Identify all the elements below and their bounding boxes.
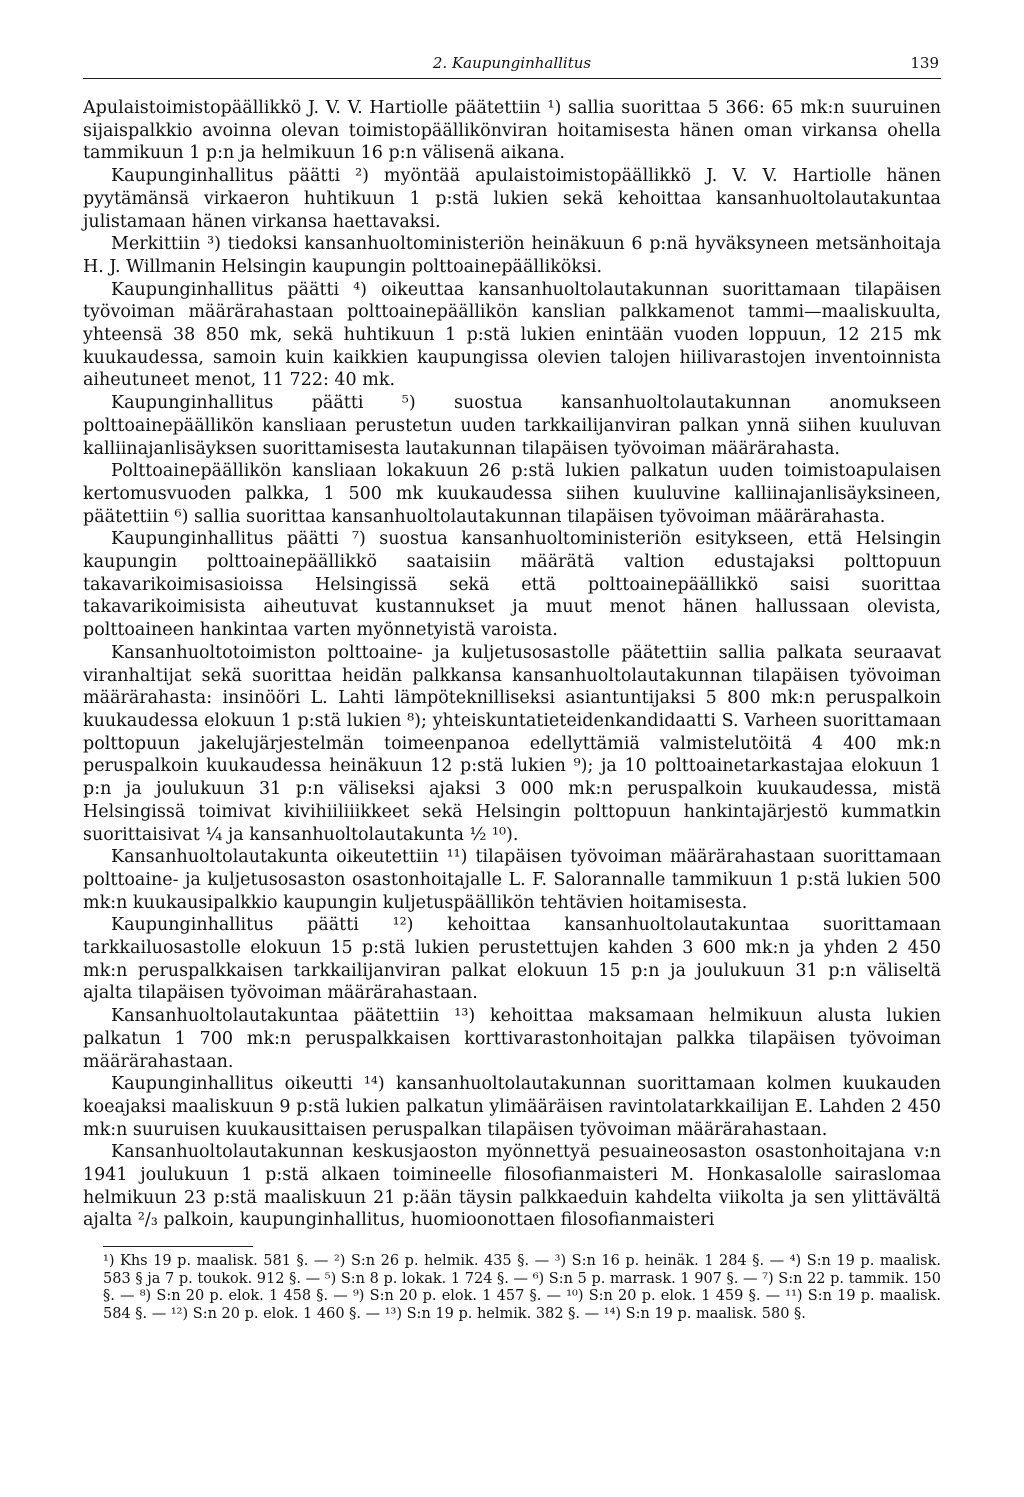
paragraph: Kansanhuoltolautakunnan keskusjaoston myönnettyä pesuaineosaston osastonhoitajana v:n 1941 joulukuun 1 p:stä alkaen toimineelle filosofianmaisteri M. Honkasalolle sairaslomaa helmikuun 23 p:stä maaliskuun 21 p:ään täysin palkkaeduin kahdelta viikolta ja sen ylittävältä ajalta ²/₃ palkoin, kaupunginhallitus, huomioonottaen filosofianmaisteri [83, 1142, 941, 1231]
paragraph: Merkittiin ³) tiedoksi kansanhuoltoministeriön heinäkuun 6 p:nä hyväksyneen metsänhoitaja H. J. Willmanin Helsingin kaupungin polttoainepäälliköksi. [83, 234, 941, 277]
paragraph: Apulaistoimistopäällikkö J. V. V. Hartiolle päätettiin ¹) sallia suorittaa 5 366: 65 mk:n suuruinen sijaispalkkio avoinna olevan toimistopäällikönviran hoitamisesta hänen oman virkansa ohella tammikuun 1 p:n ja helmikuun 16 p:n välisenä aikana. [83, 98, 941, 164]
document-page [83, 48, 941, 1323]
paragraph: Kaupunginhallitus päätti ²) myöntää apulaistoimistopäällikkö J. V. V. Hartiolle hänen pyytämänsä virkaeron huhtikuun 1 p:stä lukien sekä kehoittaa kansanhuoltolautakuntaa julistamaan hänen virkansa haettavaksi. [83, 166, 941, 232]
paragraph: Kansanhuoltolautakuntaa päätettiin ¹³) kehoittaa maksamaan helmikuun alusta lukien palkatun 1 700 mk:n peruspalkkaisen korttivarastonhoitajan palkka tilapäisen työvoiman määrärahastaan. [83, 1006, 941, 1072]
paragraph: Kansanhuoltolautakunta oikeutettiin ¹¹) tilapäisen työvoiman määrärahastaan suorittamaan polttoaine- ja kuljetusosaston osastonhoitajalle L. F. Salorannalle tammikuun 1 p:stä lukien 500 mk:n kuukausipalkkio kaupungin kuljetuspäällikön tehtävien hoitamisesta. [83, 847, 941, 913]
body-text [83, 97, 941, 1232]
paragraph: Kaupunginhallitus oikeutti ¹⁴) kansanhuoltolautakunnan suorittamaan kolmen kuukauden koeajaksi maaliskuun 9 p:stä lukien palkatun ylimääräisen ravintolatarkkailijan E. Lahden 2 450 mk:n suuruisen kuukausittaisen peruspalkan tilapäisen työvoiman määrärahastaan. [83, 1074, 941, 1140]
running-title: 2. Kaupunginhallitus [432, 54, 592, 72]
footnotes: ¹) Khs 19 p. maalisk. 581 §. — ²) S:n 26 p. helmik. 435 §. — ³) S:n 16 p. heinäk. 1 284 §. — ⁴) S:n 19 p. maalisk. 583 § ja 7 p. toukok. 912 §. — ⁵) S:n 8 p. lokak. 1 724 §. — ⁶) S:n 5 p. marrask. 1 907 §. — ⁷) S:n 22 p. tammik. 150 §. — ⁸) S:n 20 p. elok. 1 458 §. — ⁹) S:n 20 p. elok. 1 457 §. — ¹⁰) S:n 20 p. elok. 1 459 §. — ¹¹) S:n 19 p. maalisk. 584 §. — ¹²) S:n 20 p. elok. 1 460 §. — ¹³) S:n 19 p. helmik. 382 §. — ¹⁴) S:n 19 p. maalisk. 580 §. [103, 1253, 941, 1322]
paragraph: Kaupunginhallitus päätti ⁷) suostua kansanhuoltoministeriön esitykseen, että Helsingin kaupungin polttoainepäällikkö saataisiin määrätä valtion edustajaksi polttopuun takavarikoimisasioissa Helsingissä sekä että polttoainepäällikkö saisi suorittaa takavarikoimisista aiheutuvat kustannukset ja muut menot hänen hallussaan olevista, polttoaineen hankintaa varten myönnetyistä varoista. [83, 529, 941, 641]
paragraph: Kaupunginhallitus päätti ⁵) suostua kansanhuoltolautakunnan anomukseen polttoainepäällikön kansliaan perustetun uuden tarkkailijanviran palkan ynnä siihen kuuluvan kalliinajanlisäyksen suorittamisesta lautakunnan tilapäisen työvoiman määrärahasta. [83, 393, 941, 459]
paragraph: Kaupunginhallitus päätti ¹²) kehoittaa kansanhuoltolautakuntaa suorittamaan tarkkailuosastolle elokuun 15 p:stä lukien perustettujen kahden 3 600 mk:n ja yhden 2 450 mk:n peruspalkkaisen tarkkailijanviran palkat elokuun 15 p:n ja joulukuun 31 p:n väliseltä ajalta tilapäisen työvoiman määrärahastaan. [83, 915, 941, 1004]
page-number: 139 [910, 54, 939, 72]
paragraph: Polttoainepäällikön kansliaan lokakuun 26 p:stä lukien palkatun uuden toimistoapulaisen kertomusvuoden palkka, 1 500 mk kuukaudessa siihen kuuluvine kalliinajanlisäyksineen, päätettiin ⁶) sallia suorittaa kansanhuoltolautakunnan tilapäisen työvoiman määrärahasta. [83, 461, 941, 527]
paragraph: Kaupunginhallitus päätti ⁴) oikeuttaa kansanhuoltolautakunnan suorittamaan tilapäisen työvoiman määrärahastaan polttoainepäällikön kanslian palkkamenot tammi—maaliskuulta, yhteensä 38 850 mk, sekä huhtikuun 1 p:stä lukien enintään vuoden loppuun, 12 215 mk kuukaudessa, samoin kuin kaikkien kaupungissa olevien talojen hiilivarastojen inventoinnista aiheutuneet menot, 11 722: 40 mk. [83, 279, 941, 391]
paragraph: Kansanhuoltotoimiston polttoaine- ja kuljetusosastolle päätettiin sallia palkata seuraavat viranhaltijat sekä suorittaa heidän palkkansa kansanhuoltolautakunnan tilapäisen työvoiman määrärahasta: insinööri L. Lahti lämpöteknilliseksi asiantuntijaksi 5 800 mk:n peruspalkoin kuukaudessa elokuun 1 p:stä lukien ⁸); yhteiskuntatieteidenkandidaatti S. Varheen suorittamaan polttopuun jakelujärjestelmän toimeenpanoa edellyttämiä valmistelutöitä 4 400 mk:n peruspalkoin kuukaudessa heinäkuun 12 p:stä lukien ⁹); ja 10 polttoainetarkastajaa elokuun 1 p:n ja joulukuun 31 p:n väliseksi ajaksi 3 000 mk:n peruspalkoin kuukaudessa, mistä Helsingissä toimivat kivihiiliiikkeet sekä Helsingin polttopuun hankintajärjestö kummatkin suorittaisivat ¼ ja kansanhuoltolautakunta ½ ¹⁰). [83, 642, 941, 845]
running-header [83, 48, 941, 79]
footnote-divider [103, 1246, 253, 1247]
